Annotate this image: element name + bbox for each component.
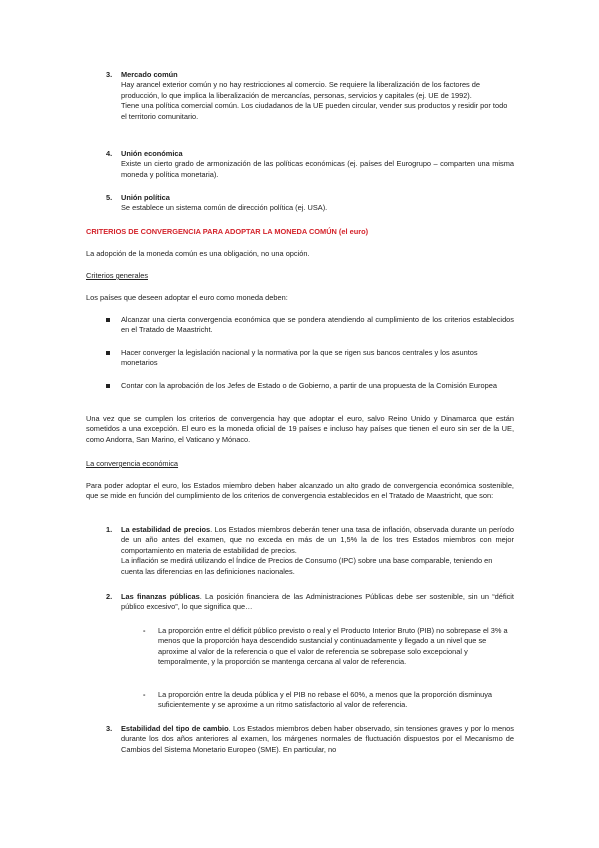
paragraph: Existe un cierto grado de armonización de las políticas económicas (ej. países del Eurogrupo – comparten una misma moneda y política monetaria).	[121, 159, 514, 179]
criterion-title: Las finanzas públicas	[121, 592, 200, 601]
bullet-item: Alcanzar una cierta convergencia económica que se pondera atendiendo al cumplimiento de los criterios establecidos en el Tratado de Maastricht.	[121, 315, 514, 335]
sub-item-deuda: La proporción entre la deuda pública y el PIB no rebase el 60%, a menos que la proporción disminuya suficientemente y se aproxime a un ritmo satisfactorio al valor de referencia.	[158, 690, 493, 710]
criterion-text: . Los Estados miembros deberán tener una tasa de inflación, observada durante un período de un año antes del examen, que no exceda en más de un 1,5% la de los tres Estados miembros con mejor comportamiento en materia de estabilidad de precios.	[121, 525, 514, 555]
criterion-precios	[121, 525, 514, 577]
paragraph-generales-intro: Los países que deseen adoptar el euro como moneda deben:	[86, 293, 288, 302]
criterion-tipo-cambio	[121, 724, 514, 755]
list-number: 4.	[106, 149, 113, 158]
criterios-generales-heading: Criterios generales	[86, 271, 149, 280]
bullet-marker	[106, 318, 110, 322]
criterion-text: . Los Estados miembros deben haber observado, sin tensiones graves y por lo menos durante los dos años anteriores al examen, los márgenes normales de fluctuación dispuestos por el Mecanismo de Cambios del Sistema Monetario Europeo (SME). En particular, no	[121, 724, 514, 754]
section-heading: Mercado común	[121, 70, 178, 79]
list-number: 1.	[106, 525, 113, 534]
paragraph-convergencia-intro: Para poder adoptar el euro, los Estados miembro deben haber alcanzado un alto grado de convergencia económica sostenible, que se mide en función del cumplimiento de los criterios de convergencia establecidos en el Tratado de Maastricht, que son:	[86, 481, 514, 501]
paragraph-adopcion: La adopción de la moneda común es una obligación, no una opción.	[86, 249, 310, 258]
dash-marker: -	[143, 626, 146, 635]
dash-marker: -	[143, 690, 146, 699]
bullet-marker	[106, 384, 110, 388]
paragraph: Tiene una política comercial común. Los ciudadanos de la UE pueden circular, vender sus productos y residir por todo el territorio comunitario.	[121, 101, 508, 121]
list-number: 3.	[106, 70, 113, 79]
list-number: 2.	[106, 592, 113, 601]
section-mercado-comun	[121, 70, 514, 122]
criterion-title: La estabilidad de precios	[121, 525, 211, 534]
criterion-title: Estabilidad del tipo de cambio	[121, 724, 229, 733]
section-union-economica	[121, 149, 514, 180]
bullet-marker	[106, 351, 110, 355]
criterion-text: . La posición financiera de las Administraciones Públicas debe ser sostenible, sin un “déficit público excesivo”, lo que significa que…	[121, 592, 514, 612]
paragraph: Hay arancel exterior común y no hay restricciones al comercio. Se requiere la liberalización de los factores de producción, lo que implica la liberalización de mercancías, personas, servicios y capitales (ej. UE de 1992).	[121, 80, 481, 100]
paragraph: Se establece un sistema común de dirección política (ej. USA).	[121, 203, 328, 213]
list-number: 3.	[106, 724, 113, 733]
bullet-item: Hacer converger la legislación nacional y la normativa por la que se rigen sus bancos centrales y los asuntos monetarios	[121, 348, 478, 368]
section-union-politica	[121, 193, 514, 214]
criterion-finanzas	[121, 592, 514, 613]
sub-item-deficit: La proporción entre el déficit público previsto o real y el Producto Interior Bruto (PIB) no sobrepase el 3% a menos que la proporción haya descendido sustancial y continuadamente y llegado a un nivel que se aproxime al valor de la referencia o que el valor de referencia se sobrepase solo excepcional y temporalmente, y la proporción se mantenga cercana al valor de referencia.	[158, 626, 508, 667]
list-number: 5.	[106, 193, 113, 202]
bullet-item: Contar con la aprobación de los Jefes de Estado o de Gobierno, a partir de una propuesta de la Comisión Europea	[121, 381, 497, 390]
section-heading: Unión económica	[121, 149, 183, 158]
section-heading: Unión política	[121, 193, 170, 202]
criterion-text: La inflación se medirá utilizando el Índice de Precios de Consumo (IPC) sobre una base comparable, teniendo en cuenta las diferencias en las definiciones nacionales.	[121, 556, 493, 576]
paragraph-una-vez: Una vez que se cumplen los criterios de convergencia hay que adoptar el euro, salvo Reino Unido y Dinamarca que están sometidos a una excepción. El euro es la moneda oficial de 19 países e incluso hay países que tienen el euro sin ser de la UE, como Andorra, San Marino, el Vaticano y Mónaco.	[86, 414, 514, 444]
convergencia-heading: La convergencia económica	[86, 459, 179, 468]
criterios-heading: CRITERIOS DE CONVERGENCIA PARA ADOPTAR LA MONEDA COMÚN (el euro)	[86, 227, 369, 236]
